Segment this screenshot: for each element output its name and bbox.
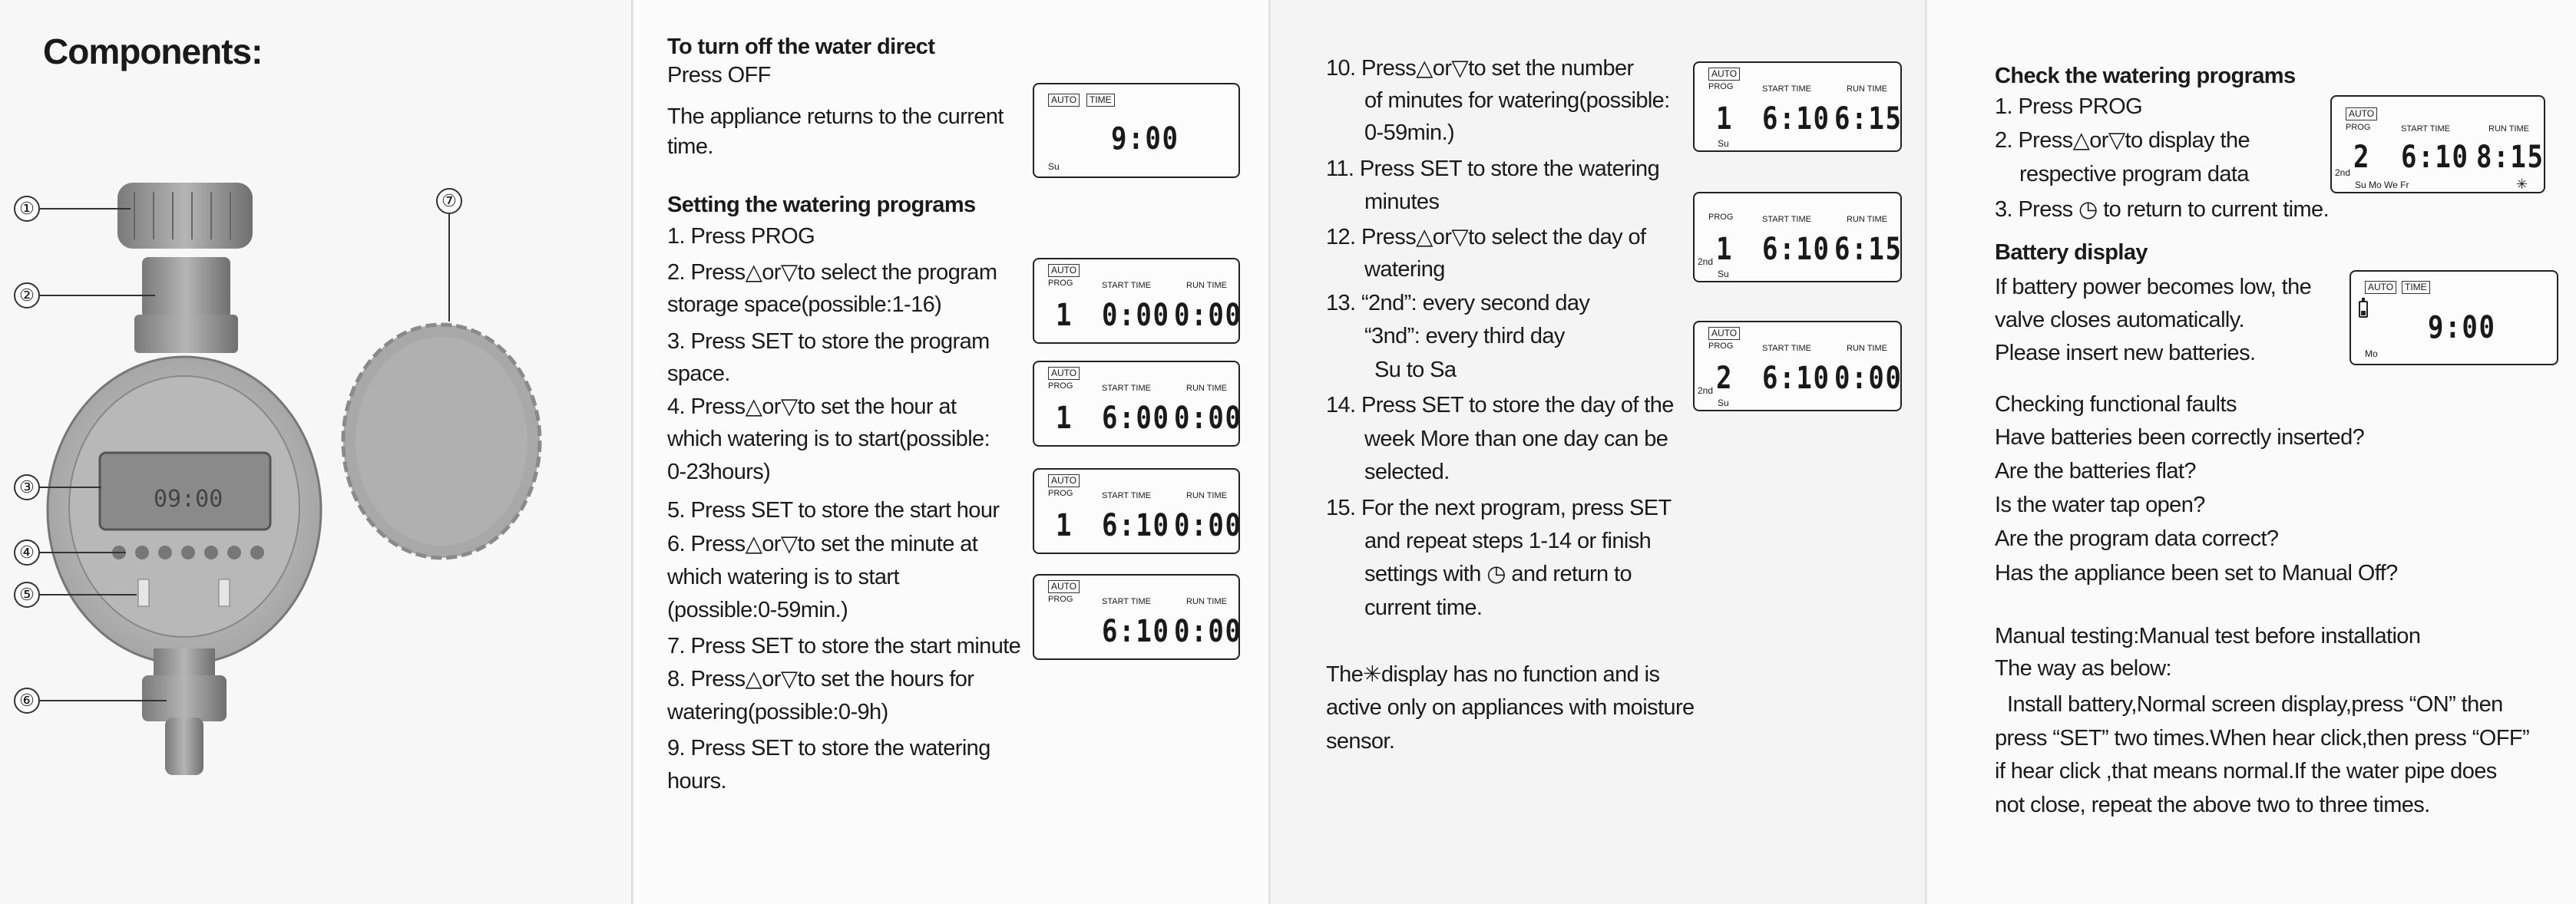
step-line: watering: [1364, 257, 1445, 282]
callout-1: ①: [14, 196, 131, 222]
timer-device-illustration: [0, 0, 633, 904]
callout-6: ⑥: [14, 688, 167, 714]
step-line: 0-59min.): [1364, 120, 1455, 145]
manual-line: Install battery,Normal screen display,press “ON” then: [2007, 692, 2503, 717]
components-panel: [0, 0, 633, 904]
step-line: watering(possible:0-9h): [667, 700, 888, 724]
threaded-connector: [142, 257, 230, 318]
step-line: 8. Press△or▽to set the hours for: [667, 667, 974, 691]
step-line: 1. Press PROG: [667, 224, 815, 249]
step-line: which watering is to start: [667, 565, 899, 589]
step-line: 0-23hours): [667, 460, 771, 484]
turn-off-line: The appliance returns to the current: [667, 104, 1004, 129]
callout-7: ⑦: [436, 188, 462, 214]
step-line: 12. Press△or▽to select the day of: [1326, 225, 1646, 249]
fault-line: Have batteries been correctly inserted?: [1995, 425, 2365, 450]
setting-heading: Setting the watering programs: [667, 193, 976, 217]
svg-text:09:00: 09:00: [154, 486, 223, 513]
callout-3: ③: [14, 474, 101, 500]
note-line: active only on appliances with moisture: [1326, 695, 1695, 720]
step-line: 7. Press SET to store the start minute: [667, 634, 1021, 658]
step-line: 13. “2nd”: every second day: [1326, 291, 1590, 315]
turn-off-heading: To turn off the water direct: [667, 35, 935, 59]
note-line: sensor.: [1326, 729, 1395, 754]
step-line: hours.: [667, 769, 726, 793]
step-line: and repeat steps 1-14 or finish: [1364, 529, 1652, 553]
check-line: 1. Press PROG: [1995, 94, 2143, 119]
step-line: 9. Press SET to store the watering: [667, 736, 990, 760]
battery-line: valve closes automatically.: [1995, 308, 2244, 332]
step-line: (possible:0-59min.): [667, 598, 848, 622]
step-line: 11. Press SET to store the watering: [1326, 157, 1660, 181]
manual-line: Manual testing:Manual test before installation: [1995, 624, 2421, 648]
step-line: 6. Press△or▽to set the minute at: [667, 532, 978, 556]
check-line: 2. Press△or▽to display the: [1995, 128, 2250, 153]
check-and-battery-panel: [1927, 0, 2576, 904]
turn-off-line: Press OFF: [667, 63, 771, 87]
step-line: week More than one day can be: [1364, 427, 1668, 451]
fault-line: Are the program data correct?: [1995, 526, 2279, 551]
fault-line: Checking functional faults: [1995, 392, 2237, 417]
step-line: current time.: [1364, 596, 1483, 620]
lcd-program: PROG START TIME RUN TIME 1 6:10 6:15 2nd Su: [1693, 192, 1902, 282]
moisture-sensor-icon: ✳: [2516, 177, 2528, 192]
components-title: Components:: [43, 31, 263, 71]
fault-line: Has the appliance been set to Manual Off?: [1995, 561, 2398, 586]
step-line: 5. Press SET to store the start hour: [667, 498, 1000, 523]
step-line: storage space(possible:1-16): [667, 292, 942, 317]
note-line: The✳display has no function and is: [1326, 662, 1660, 687]
battery-line: If battery power becomes low, the: [1995, 275, 2312, 299]
check-heading: Check the watering programs: [1995, 64, 2296, 88]
step-line: Su to Sa: [1374, 358, 1457, 382]
step-line: “3nd”: every third day: [1364, 324, 1565, 348]
step-line: 15. For the next program, press SET: [1326, 496, 1672, 520]
step-line: of minutes for watering(possible:: [1364, 88, 1670, 113]
lcd-program: AUTO PROG START TIME RUN TIME 1 6:10 6:15 Su: [1693, 61, 1902, 152]
step-line: selected.: [1364, 460, 1450, 484]
step-line: 10. Press△or▽to set the number: [1326, 56, 1634, 81]
battery-line: Please insert new batteries.: [1995, 341, 2256, 365]
lcd-program: AUTO PROG START TIME RUN TIME 1 6:00 0:00: [1033, 361, 1240, 447]
battery-heading: Battery display: [1995, 240, 2148, 265]
callout-5: ⑤: [14, 582, 137, 608]
step-line: minutes: [1364, 190, 1440, 214]
fault-line: Is the water tap open?: [1995, 493, 2205, 517]
lcd-current-time: AUTO TIME 9:00 Su: [1033, 83, 1240, 178]
manual-line: The way as below:: [1995, 656, 2171, 681]
lcd-program: AUTO PROG START TIME RUN TIME 1 0:00 0:00: [1033, 258, 1240, 344]
lcd-program: AUTO PROG START TIME RUN TIME 1 6:10 0:00: [1033, 468, 1240, 554]
turn-off-and-setting-panel: [633, 0, 1271, 904]
lcd-program: AUTO PROG START TIME RUN TIME 6:10 0:00: [1033, 574, 1240, 660]
fault-line: Are the batteries flat?: [1995, 459, 2196, 483]
setting-continued-panel: [1271, 0, 1927, 904]
battery-low-icon: [2359, 301, 2368, 318]
check-line: respective program data: [2019, 162, 2249, 186]
lcd-program-check: AUTO PROG START TIME RUN TIME 2 6:10 8:15 2nd Su Mo We Fr ✳: [2330, 95, 2545, 193]
step-line: 14. Press SET to store the day of the: [1326, 393, 1674, 417]
step-line: space.: [667, 361, 730, 386]
callout-4: ④: [14, 539, 126, 566]
step-line: 4. Press△or▽to set the hour at: [667, 394, 957, 419]
callout-2: ②: [14, 282, 155, 308]
manual-line: if hear click ,that means normal.If the water pipe does: [1995, 759, 2497, 784]
manual-line: press “SET” two times.When hear click,then press “OFF”: [1995, 726, 2529, 751]
cap-nut: [117, 183, 253, 249]
step-line: which watering is to start(possible:: [667, 427, 990, 451]
turn-off-line: time.: [667, 134, 713, 159]
lcd-battery: AUTO TIME 9:00 Mo: [2349, 270, 2558, 365]
step-line: settings with ◷ and return to: [1364, 562, 1632, 586]
manual-line: not close, repeat the above two to three times.: [1995, 793, 2430, 817]
step-line: 2. Press△or▽to select the program: [667, 260, 997, 285]
check-line: 3. Press ◷ to return to current time.: [1995, 197, 2330, 222]
lcd-program: AUTO PROG START TIME RUN TIME 2 6:10 0:00 2nd Su: [1693, 321, 1902, 411]
step-line: 3. Press SET to store the program: [667, 329, 990, 354]
